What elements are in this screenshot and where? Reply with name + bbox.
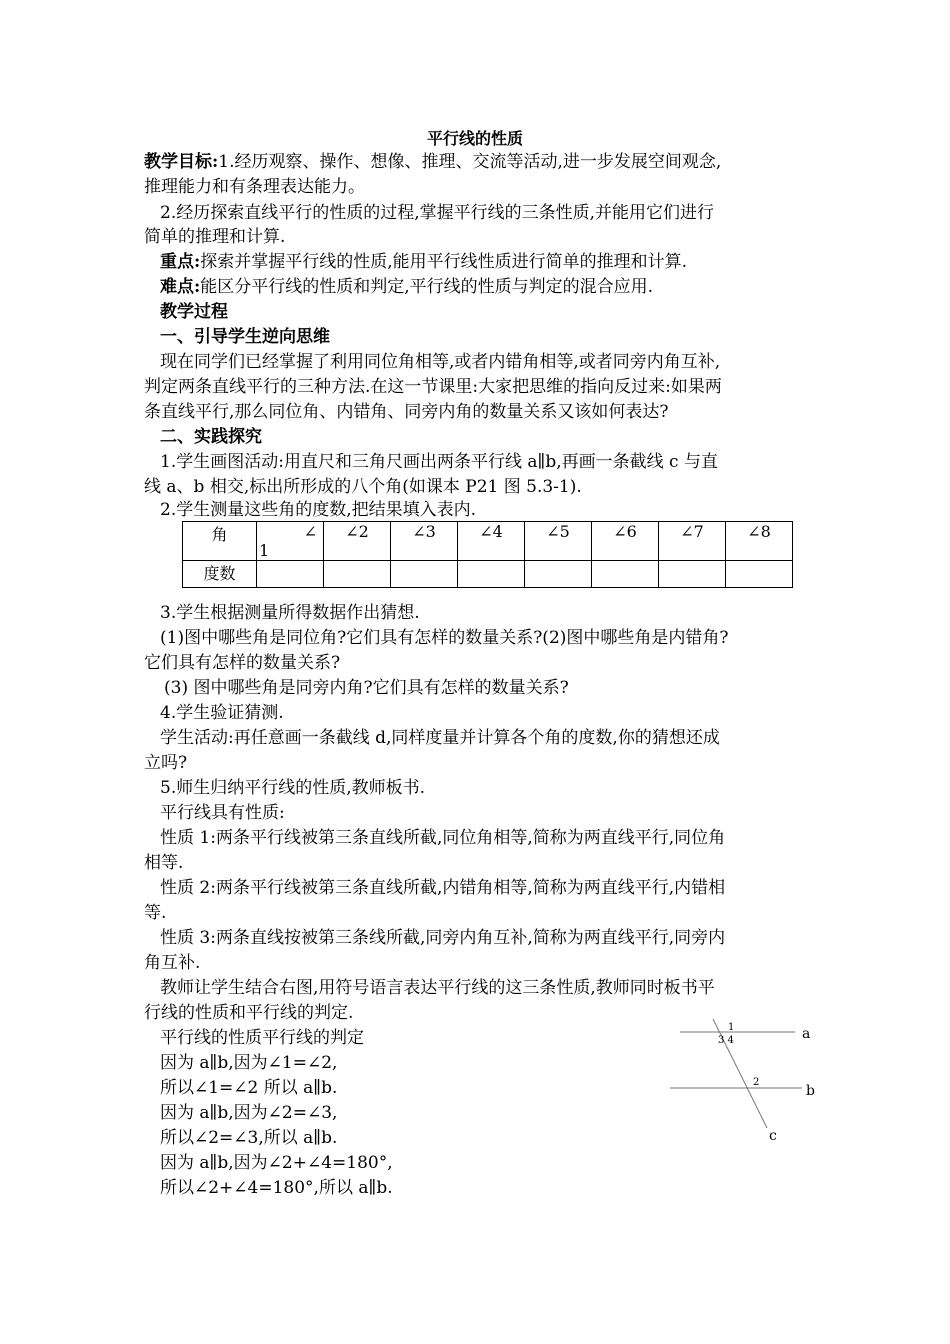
step3: 3.学生根据测量所得数据作出猜想. xyxy=(160,603,420,623)
activity-line-1: 学生活动:再任意画一条截线 d,同样度量并计算各个角的度数,你的猜想还成 xyxy=(160,728,720,748)
table-cell-empty xyxy=(525,561,592,588)
question3: (3) 图中哪些角是同旁内角?它们具有怎样的数量关系? xyxy=(164,678,569,698)
formula-3: 因为 a∥b,因为∠2=∠3, xyxy=(160,1103,338,1123)
table-cell-empty xyxy=(726,561,793,588)
property1-line-1: 性质 1:两条平行线被第三条直线所截,同位角相等,简称为两直线平行,同位角 xyxy=(160,828,726,848)
angle-1-label: 1 xyxy=(728,1022,735,1033)
table-degree-label: 度数 xyxy=(183,561,257,588)
objectives-label: 教学目标: xyxy=(144,152,219,172)
objectives-line-4: 简单的推理和计算. xyxy=(144,227,286,247)
difficulty xyxy=(160,275,653,299)
angle-2-label: 2 xyxy=(753,1077,760,1088)
property1-line-2: 相等. xyxy=(144,853,184,873)
table-angle-1-symbol: ∠ xyxy=(303,522,317,541)
section2-heading: 二、实践探究 xyxy=(160,427,262,447)
key-point-text: 探索并掌握平行线的性质,能用平行线性质进行简单的推理和计算. xyxy=(200,252,688,272)
table-cell-empty xyxy=(257,561,324,588)
table-angle-3: ∠3 xyxy=(391,522,458,561)
label-a: a xyxy=(802,1026,811,1042)
difficulty-text: 能区分平行线的性质和判定,平行线的性质与判定的混合应用. xyxy=(200,277,654,297)
question1-line-2: 它们具有怎样的数量关系? xyxy=(144,653,341,673)
question1-line-1: (1)图中哪些角是同位角?它们具有怎样的数量关系?(2)图中哪些角是内错角? xyxy=(160,628,729,648)
process-heading: 教学过程 xyxy=(160,302,228,322)
table-row-angles xyxy=(183,522,793,561)
table-angle-2: ∠2 xyxy=(324,522,391,561)
properties-intro: 平行线具有性质: xyxy=(160,803,285,823)
teacher-line-1: 教师让学生结合右图,用符号语言表达平行线的这三条性质,教师同时板书平 xyxy=(160,978,715,998)
difficulty-label: 难点: xyxy=(160,277,201,297)
table-header-label: 角 xyxy=(183,522,257,561)
table-row-degrees xyxy=(183,561,793,588)
property3-line-1: 性质 3:两条直线按被第三条线所截,同旁内角互补,简称为两直线平行,同旁内 xyxy=(160,928,726,948)
table-angle-1-number: 1 xyxy=(259,541,270,560)
table-angle-5: ∠5 xyxy=(525,522,592,561)
table-cell-empty xyxy=(592,561,659,588)
table-cell-empty xyxy=(659,561,726,588)
objectives-text-1: 1.经历观察、操作、想像、推理、交流等活动,进一步发展空间观念, xyxy=(218,152,722,172)
step2: 2.学生测量这些角的度数,把结果填入表内. xyxy=(160,500,477,520)
section1-line-2: 判定两条直线平行的三种方法.在这一节课里:大家把思维的指向反过来:如果两 xyxy=(144,377,722,397)
formula-5: 因为 a∥b,因为∠2+∠4=180°, xyxy=(160,1153,393,1173)
section1-line-1: 现在同学们已经掌握了利用同位角相等,或者内错角相等,或者同旁内角互补, xyxy=(160,352,721,372)
formula-4: 所以∠2=∠3,所以 a∥b. xyxy=(160,1128,338,1148)
angle-3-4-label: 3 4 xyxy=(718,1035,734,1046)
section1-heading: 一、引导学生逆向思维 xyxy=(160,327,330,347)
property2-line-1: 性质 2:两条平行线被第三条直线所截,内错角相等,简称为两直线平行,内错相 xyxy=(160,878,726,898)
step4: 4.学生验证猜测. xyxy=(160,703,284,723)
step1-line-2: 线 a、b 相交,标出所形成的八个角(如课本 P21 图 5.3-1). xyxy=(144,477,582,497)
formula-2: 所以∠1=∠2 所以 a∥b. xyxy=(160,1078,338,1098)
formula-6: 所以∠2+∠4=180°,所以 a∥b. xyxy=(160,1178,393,1198)
table-cell-empty xyxy=(458,561,525,588)
table-angle-6: ∠6 xyxy=(592,522,659,561)
property2-line-2: 等. xyxy=(144,903,167,923)
key-point xyxy=(160,250,687,274)
angle-measure-table xyxy=(182,521,793,588)
step5: 5.师生归纳平行线的性质,教师板书. xyxy=(160,778,426,798)
table-cell-empty xyxy=(391,561,458,588)
parallel-lines-figure xyxy=(665,1015,835,1150)
formula-heading: 平行线的性质平行线的判定 xyxy=(160,1028,364,1048)
objectives-line-3: 2.经历探索直线平行的性质的过程,掌握平行线的三条性质,并能用它们进行 xyxy=(160,203,715,223)
table-angle-1 xyxy=(257,522,324,561)
table-angle-8: ∠8 xyxy=(726,522,793,561)
step1-line-1: 1.学生画图活动:用直尺和三角尺画出两条平行线 a∥b,再画一条截线 c 与直 xyxy=(160,452,718,472)
objectives-line-1 xyxy=(144,150,721,174)
table-angle-4: ∠4 xyxy=(458,522,525,561)
label-b: b xyxy=(806,1083,815,1099)
table-cell-empty xyxy=(324,561,391,588)
objectives-line-2: 推理能力和有条理表达能力。 xyxy=(144,177,365,197)
label-c: c xyxy=(769,1128,777,1144)
table-angle-7: ∠7 xyxy=(659,522,726,561)
property3-line-2: 角互补. xyxy=(144,953,201,973)
formula-1: 因为 a∥b,因为∠1=∠2, xyxy=(160,1053,338,1073)
key-point-label: 重点: xyxy=(160,252,201,272)
section1-line-3: 条直线平行,那么同位角、内错角、同旁内角的数量关系又该如何表达? xyxy=(144,402,669,422)
page-title: 平行线的性质 xyxy=(426,129,523,148)
teacher-line-2: 行线的性质和平行线的判定. xyxy=(144,1003,354,1023)
activity-line-2: 立吗? xyxy=(144,753,188,773)
